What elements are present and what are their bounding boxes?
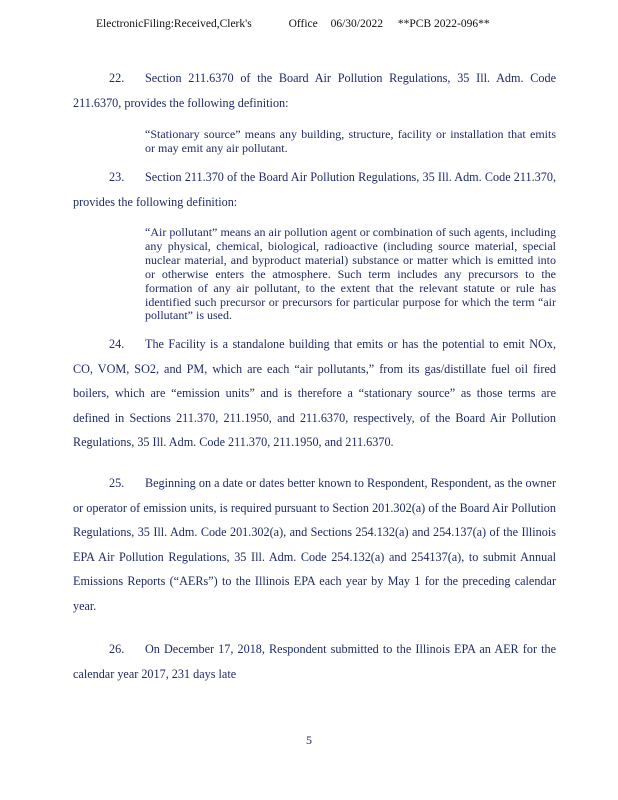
paragraph-text: Section 211.6370 of the Board Air Pollution Regulations, 35 Ill. Adm. Code 211.6370, provides the following definition: (73, 71, 556, 110)
block-quote-air-pollutant: “Air pollutant” means an air pollution agent or combination of such agents, including any physical, chemical, biological, radioactive (including source material, special nuclear material, and byproduct material) substance or matter which is emitted into or otherwise enters the atmosphere. Such term includes any precursors to the formation of any air pollutant, to the extent that the relevant statute or rule has identified such precursor or precursors for particular purpose for which the term “air pollutant” is used. (145, 225, 556, 323)
paragraph-number: 24. (109, 337, 125, 351)
paragraph-text: On December 17, 2018, Respondent submitted to the Illinois EPA an AER for the calendar year 2017, 231 days late (73, 642, 556, 681)
paragraph-number: 25. (109, 476, 125, 490)
paragraph-26 (73, 637, 556, 686)
paragraph-text: Section 211.370 of the Board Air Pollution Regulations, 35 Ill. Adm. Code 211.370, provides the following definition: (73, 170, 556, 209)
block-quote-stationary-source: “Stationary source” means any building, structure, facility or installation that emits or may emit any air pollutant. (145, 127, 556, 155)
header-filing-text: ElectronicFiling:Received,Clerk's (96, 18, 252, 30)
paragraph-number: 23. (109, 170, 125, 184)
header-office: Office (288, 18, 318, 30)
paragraph-number: 22. (109, 71, 125, 85)
page-number: 5 (306, 733, 312, 747)
paragraph-number: 26. (109, 642, 125, 656)
paragraph-23 (73, 165, 556, 214)
filing-header (96, 18, 578, 30)
paragraph-text: Beginning on a date or dates better known to Respondent, Respondent, as the owner or operator of emission units, is required pursuant to Section 201.302(a) of the Board Air Pollution Regulations, 35 Ill. Adm. Code 201.302(a), and Sections 254.132(a) and 254.137(a) of the Illinois EPA Air Pollution Regulations, 35 Ill. Adm. Code 254.132(a) and 254137(a), to submit Annual Emissions Reports (“AERs”) to the Illinois EPA each year by May 1 for the preceding calendar year. (73, 476, 556, 613)
paragraph-text: The Facility is a standalone building that emits or has the potential to emit NOx, CO, VOM, SO2, and PM, which are each “air pollutants,” from its gas/distillate fuel oil fired boilers, which are “emission units” and is therefore a “stationary source” as those terms are defined in Sections 211.370, 211.1950, and 211.6370, respectively, of the Board Air Pollution Regulations, 35 Ill. Adm. Code 211.370, 211.1950, and 211.6370. (73, 337, 556, 450)
header-date: 06/30/2022 (330, 18, 383, 30)
header-pcb: **PCB (397, 18, 432, 30)
paragraph-22 (73, 66, 556, 115)
header-case-number: 2022-096** (434, 18, 490, 30)
paragraph-24 (73, 332, 556, 455)
paragraph-25 (73, 471, 556, 619)
